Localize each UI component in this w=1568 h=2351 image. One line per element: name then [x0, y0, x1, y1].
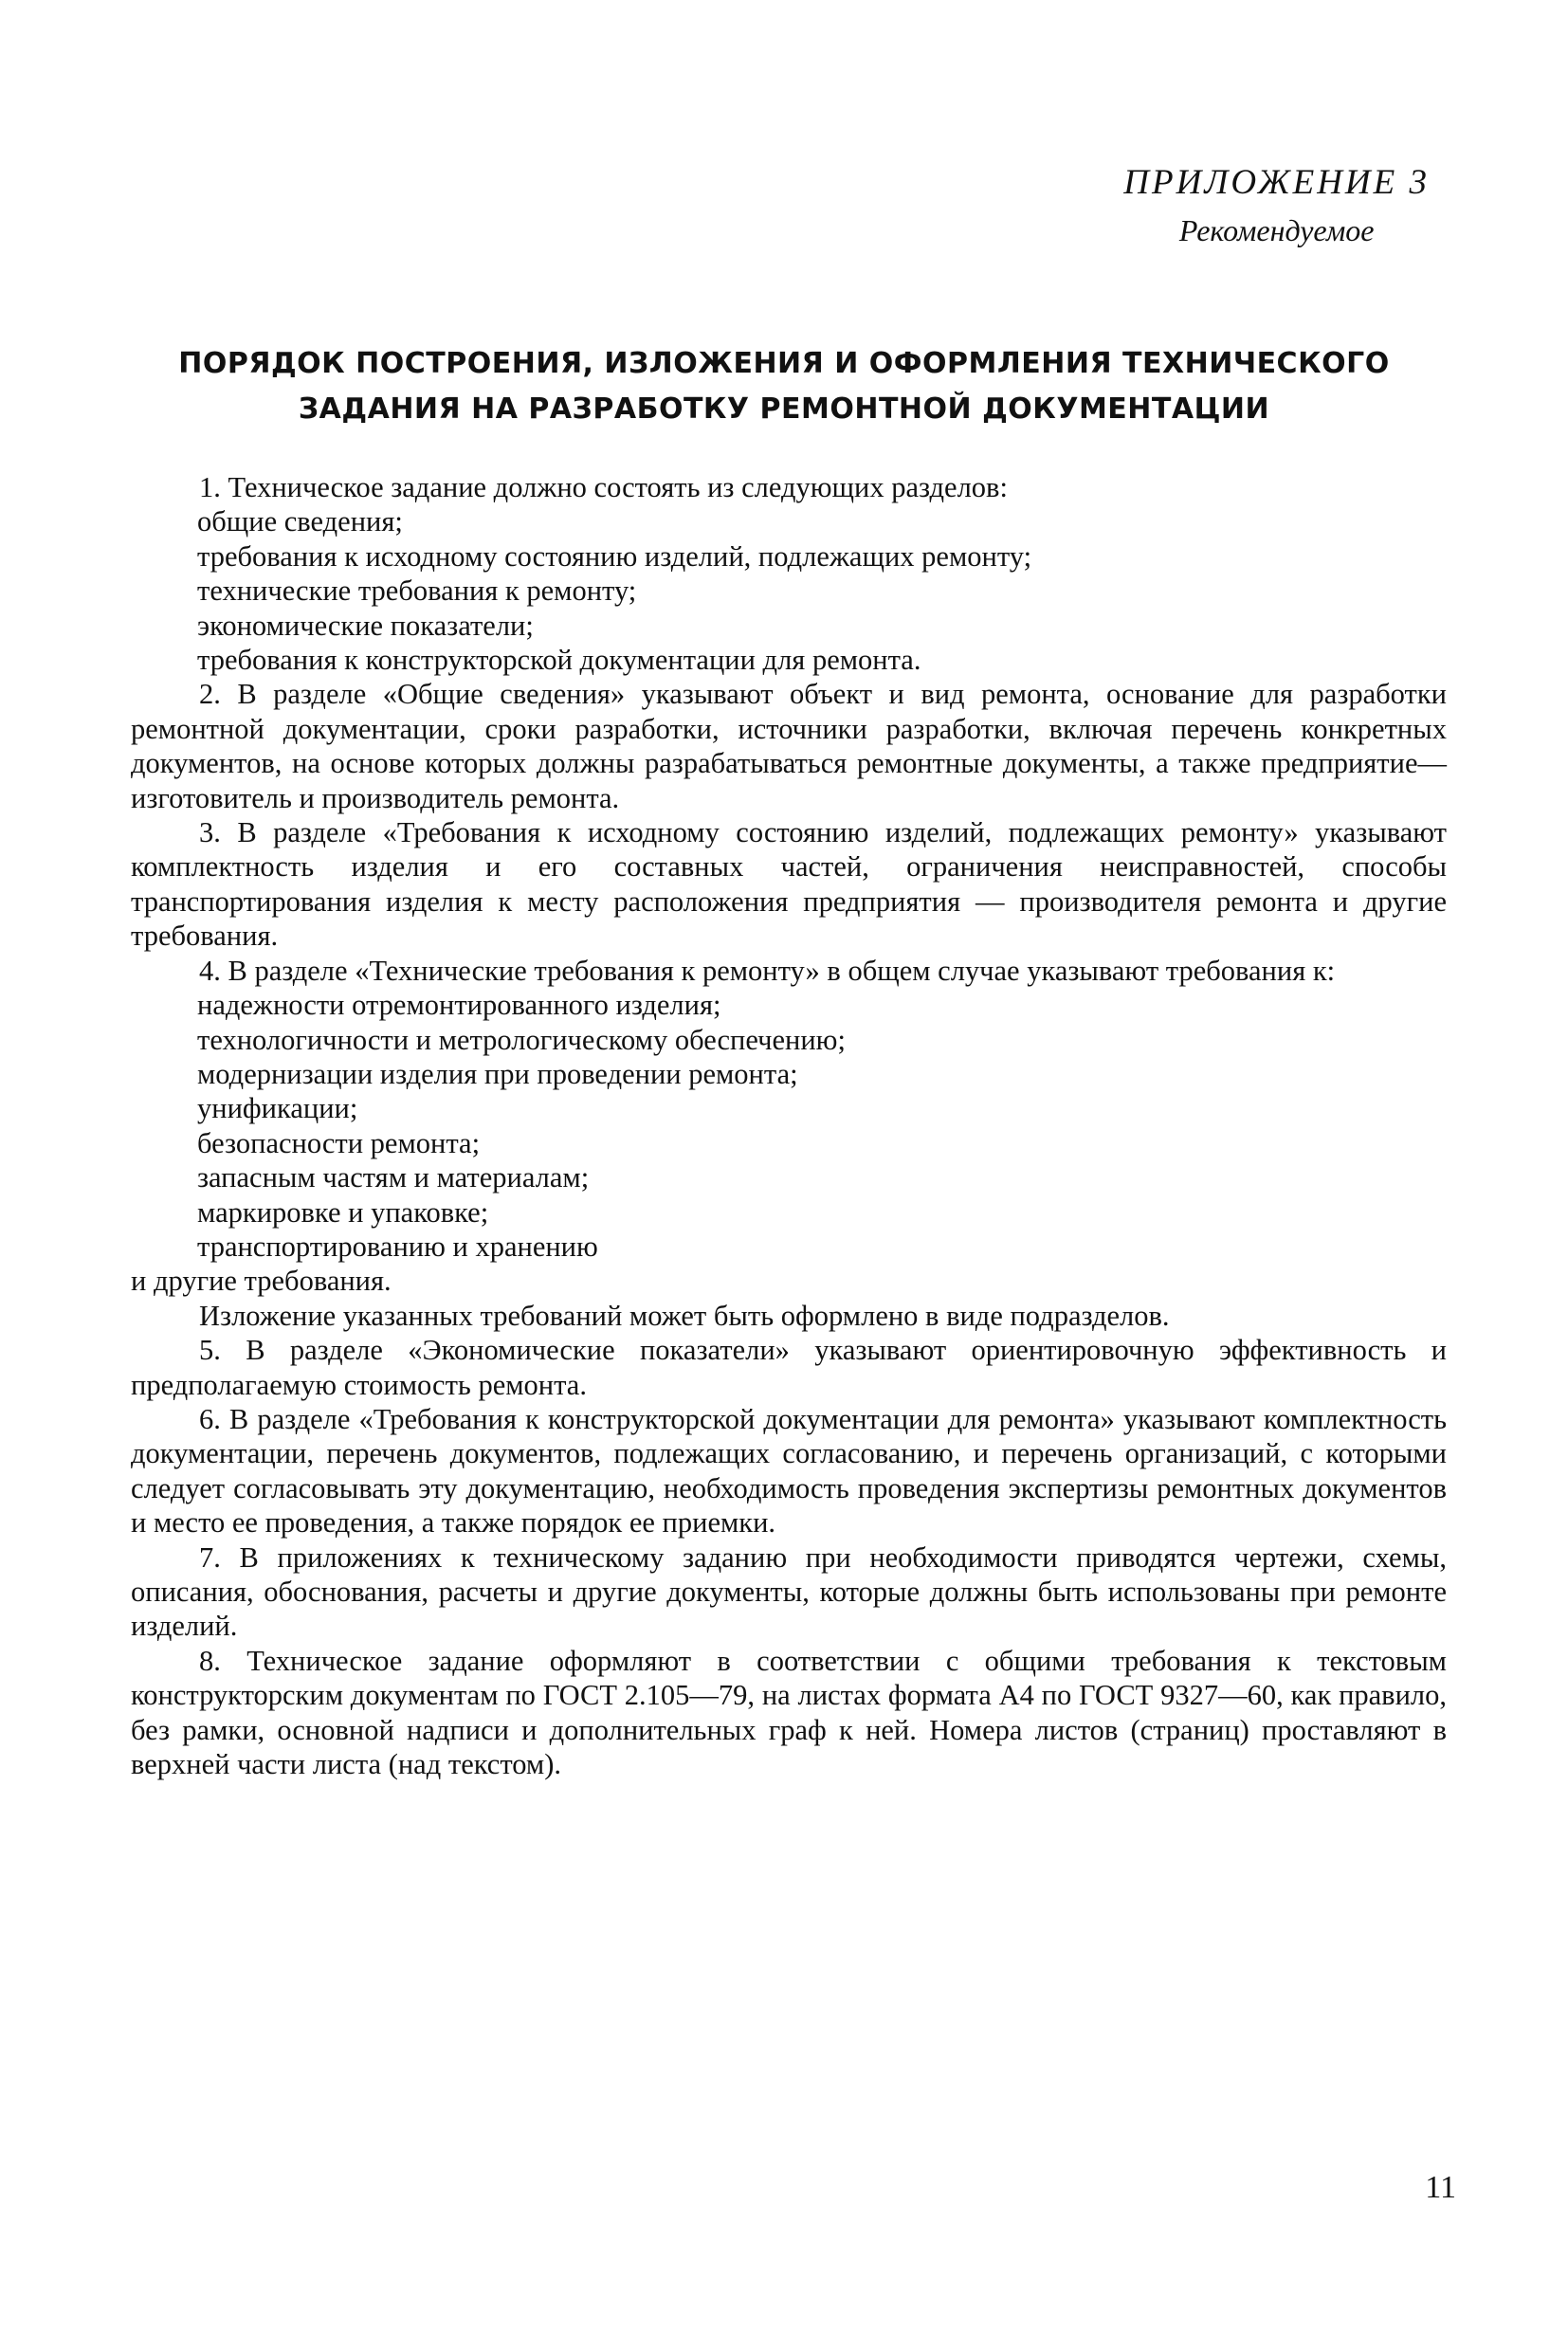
section-4-item: транспортированию и хранению [197, 1230, 598, 1263]
document-title-line-1: ПОРЯДОК ПОСТРОЕНИЯ, ИЗЛОЖЕНИЯ И ОФОРМЛЕНИЯ ТЕХНИЧЕСКОГО [178, 347, 1390, 380]
section-1-intro: 1. Техническое задание должно состоять из следующих разделов: [199, 471, 1008, 503]
section-4-item: запасным частям и материалам; [197, 1161, 590, 1194]
section-7-paragraph: 7. В приложениях к техническому заданию при необходимости приводятся чертежи, схемы, описания, обоснования, расчеты и другие документы, которые должны быть использованы при ремонте изделий. [131, 1540, 1447, 1643]
section-4-item: модернизации изделия при проведении ремонта; [197, 1057, 798, 1090]
appendix-status: Рекомендуемое [1178, 213, 1375, 247]
appendix-header [1123, 159, 1430, 254]
section-8-paragraph: 8. Техническое задание оформляют в соответствии с общими требования к текстовым конструкторским документам по ГОСТ 2.105—79, на листах формата А4 по ГОСТ 9327—60, как правило, без рамки, основной надписи и дополнительных граф к ней. Номера листов (страниц) проставляют в верхней части листа (над текстом). [131, 1644, 1447, 1781]
document-body [131, 470, 1447, 1781]
document-title [133, 341, 1435, 432]
section-1-item: требования к конструкторской документации для ремонта. [197, 644, 921, 677]
section-1-item: общие сведения; [197, 505, 403, 538]
section-4-item: безопасности ремонта; [197, 1126, 481, 1159]
section-4-intro: 4. В разделе «Технические требования к ремонту» в общем случае указывают требования к: [199, 954, 1336, 987]
appendix-label: ПРИЛОЖЕНИЕ 3 [1123, 163, 1430, 202]
section-1-item: требования к исходному состоянию изделий, подлежащих ремонту; [197, 539, 1032, 573]
section-1-item: экономические показатели; [197, 609, 534, 642]
section-2-paragraph: 2. В разделе «Общие сведения» указывают объект и вид ремонта, основание для разработки ремонтной документации, сроки разработки, источники разработки, включая перечень конкретных документов, на основе которых должны разрабатываться ремонтные документы, а также предприятие—изготовитель и производитель ремонта. [131, 678, 1447, 814]
page-number: 11 [1425, 2170, 1456, 2205]
section-4-closing: и другие требования. [131, 1265, 392, 1298]
section-5-paragraph: 5. В разделе «Экономические показатели» указывают ориентировочную эффективность и предполагаемую стоимость ремонта. [131, 1334, 1447, 1401]
document-title-line-2: ЗАДАНИЯ НА РАЗРАБОТКУ РЕМОНТНОЙ ДОКУМЕНТАЦИИ [298, 392, 1270, 426]
section-1-item: технические требования к ремонту; [197, 574, 637, 608]
section-4-item: маркировке и упаковке; [197, 1195, 489, 1229]
section-4-item: унификации; [197, 1092, 358, 1125]
section-4-item: технологичности и метрологическому обеспечению; [197, 1023, 846, 1056]
section-4-note: Изложение указанных требований может быть оформлено в виде подразделов. [199, 1299, 1170, 1332]
section-4-item: надежности отремонтированного изделия; [197, 989, 721, 1022]
section-6-paragraph: 6. В разделе «Требования к конструкторской документации для ремонта» указывают комплектность документации, перечень документов, подлежащих согласованию, и перечень организаций, с которыми следует согласовывать эту документацию, необходимость проведения экспертизы ремонтных документов и место ее проведения, а также порядок ее приемки. [131, 1402, 1447, 1540]
section-3-paragraph: 3. В разделе «Требования к исходному состоянию изделий, подлежащих ремонту» указывают комплектность изделия и его составных частей, ограничения неисправностей, способы транспортирования изделия к месту расположения предприятия — производителя ремонта и другие требования. [131, 816, 1447, 953]
